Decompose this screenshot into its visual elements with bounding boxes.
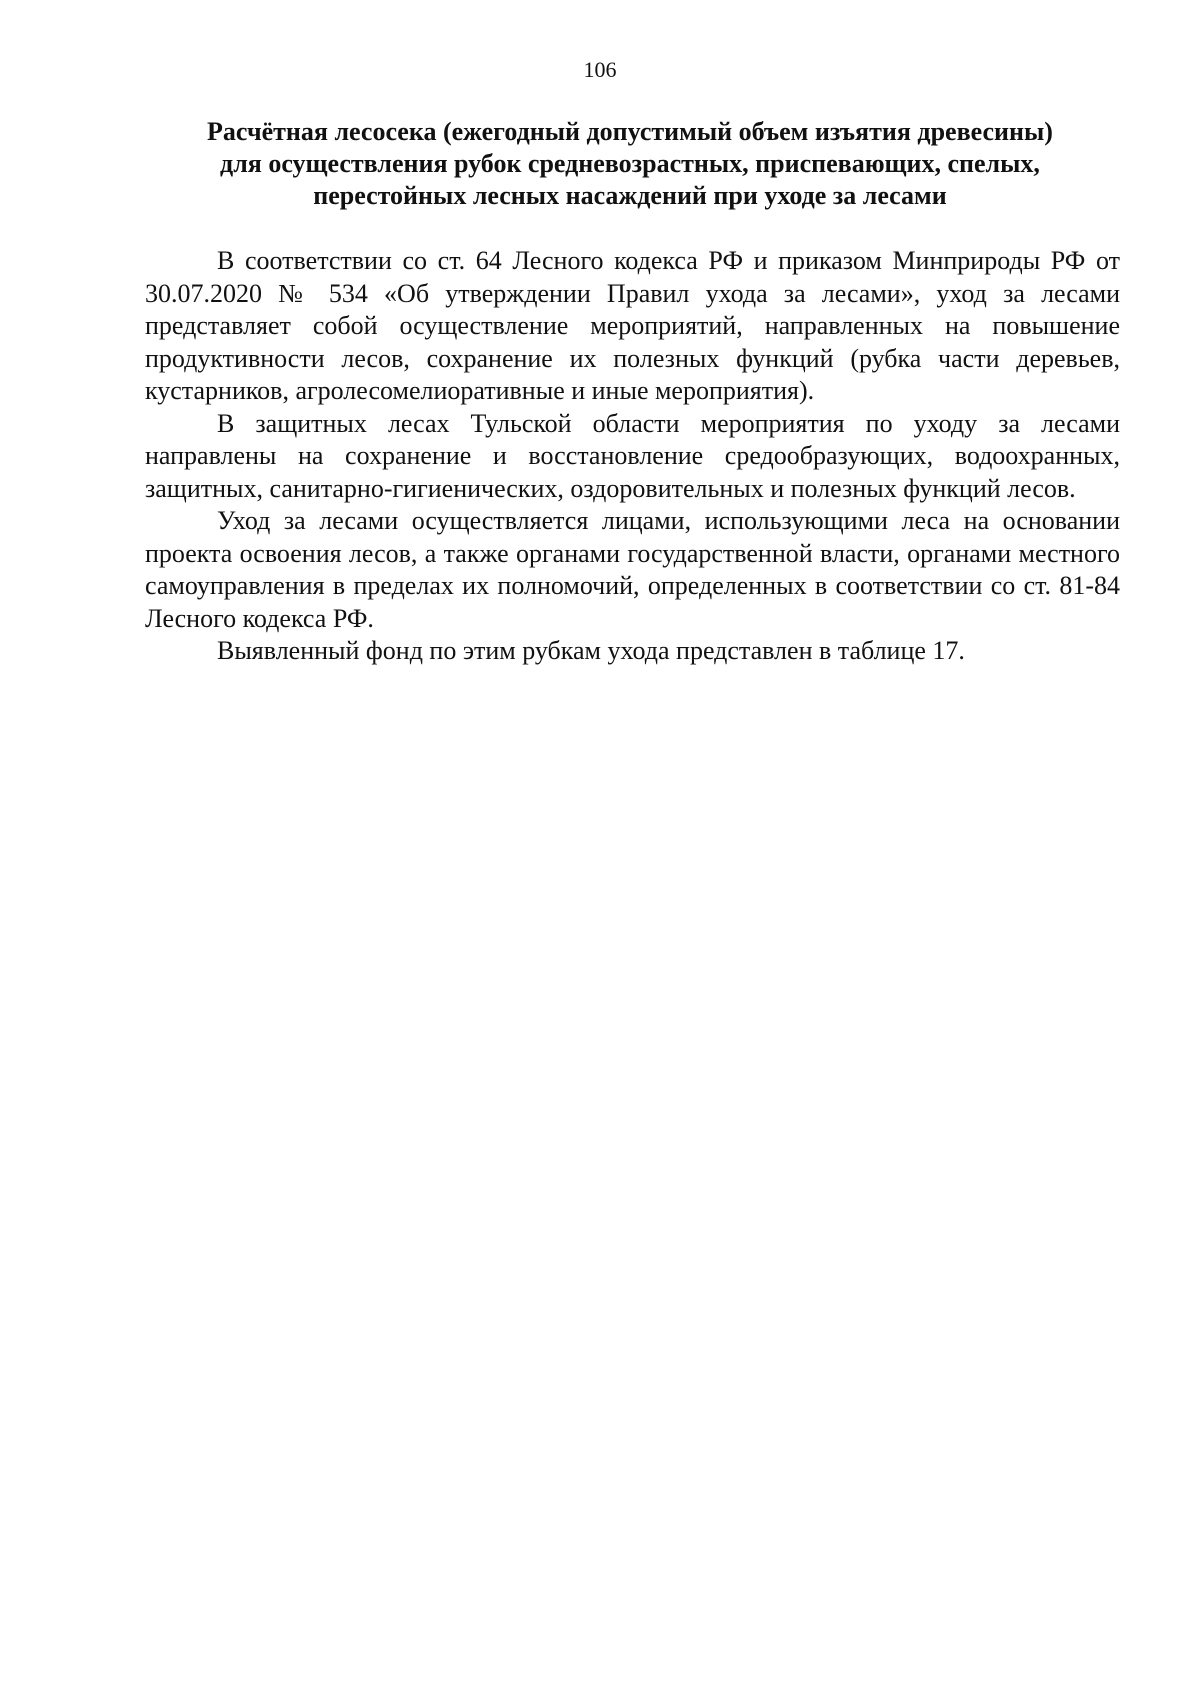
heading-line: перестойных лесных насаждений при уходе за лесами: [313, 181, 947, 210]
body-text: [145, 245, 1120, 668]
paragraph: Уход за лесами осуществляется лицами, использующими леса на основании проекта освоения лесов, а также органами государственной власти, органами местного самоуправления в пределах их полномочий, определенных в соответствии со ст. 81-84 Лесного кодекса РФ.: [145, 506, 1120, 633]
section-heading: [140, 116, 1120, 212]
heading-line: Расчётная лесосека (ежегодный допустимый объем изъятия древесины): [207, 117, 1053, 146]
paragraph: Выявленный фонд по этим рубкам ухода представлен в таблице 17.: [217, 636, 965, 665]
heading-line: для осуществления рубок средневозрастных, приспевающих, спелых,: [220, 149, 1040, 178]
page-number: 106: [583, 57, 617, 82]
paragraph: В соответствии со ст. 64 Лесного кодекса РФ и приказом Минприроды РФ от 30.07.2020 № 534 «Об утверждении Правил ухода за лесами», уход за лесами представляет собой осуществление мероприятий, направленных на повышение продуктивности лесов, сохранение их полезных функций (рубка части деревьев, кустарников, агролесомелиоративные и иные мероприятия).: [145, 246, 1120, 405]
paragraph: В защитных лесах Тульской области мероприятия по уходу за лесами направлены на сохранение и восстановление средообразующих, водоохранных, защитных, санитарно-гигиенических, оздоровительных и полезных функций лесов.: [145, 408, 1120, 503]
